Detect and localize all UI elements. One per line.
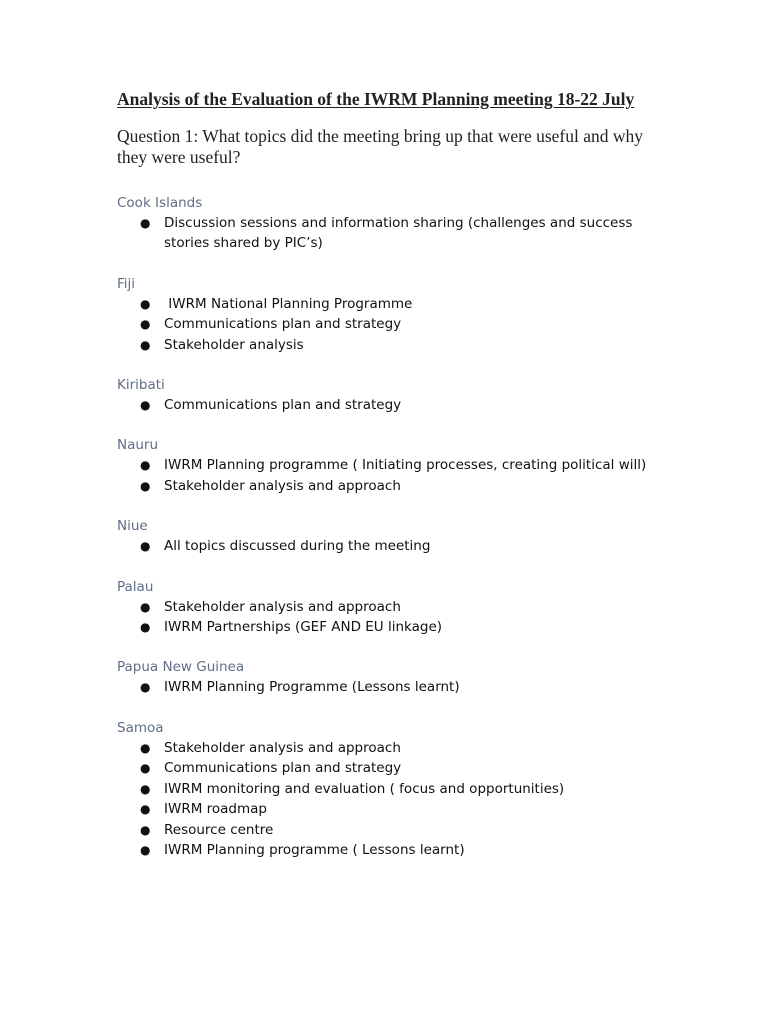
- list-item-text: Communications plan and strategy: [164, 316, 402, 333]
- bullet-icon: ●: [140, 599, 151, 614]
- bullet-icon: ●: [140, 842, 151, 857]
- bullet-icon: ●: [140, 539, 151, 554]
- list-item: [117, 335, 677, 355]
- bullet-icon: ●: [140, 337, 151, 352]
- bullet-icon: ●: [140, 680, 151, 695]
- bullet-icon: ●: [140, 761, 151, 776]
- country-section: [117, 657, 677, 697]
- topic-list: [117, 738, 677, 860]
- list-item-text: IWRM Partnerships (GEF AND EU linkage): [164, 619, 443, 636]
- topic-list: [117, 677, 677, 697]
- country-heading: Samoa: [117, 719, 164, 736]
- list-item: [117, 617, 677, 637]
- country-section: [117, 577, 677, 638]
- country-heading: Fiji: [117, 275, 136, 292]
- list-item: [117, 799, 677, 819]
- list-item: [117, 677, 677, 697]
- list-item-text: IWRM Planning programme ( Initiating processes, creating political will): [164, 457, 647, 474]
- bullet-icon: ●: [140, 398, 151, 413]
- bullet-icon: ●: [140, 317, 151, 332]
- list-item: [117, 314, 677, 334]
- topic-list: [117, 536, 677, 556]
- bullet-icon: ●: [140, 296, 151, 311]
- list-item-text: Discussion sessions and information sharing (challenges and success stories shared by PIC’s): [164, 215, 637, 252]
- list-item-text: Stakeholder analysis: [164, 336, 304, 353]
- list-item: [117, 455, 677, 475]
- country-heading: Papua New Guinea: [117, 659, 245, 676]
- list-item-text: Communications plan and strategy: [164, 397, 402, 414]
- list-item-text: Stakeholder analysis and approach: [164, 739, 401, 756]
- list-item: [117, 476, 677, 496]
- country-heading: Niue: [117, 518, 148, 535]
- country-section: [117, 274, 677, 355]
- list-item-text: IWRM Planning Programme (Lessons learnt): [164, 679, 460, 696]
- question-heading: Question 1: What topics did the meeting bring up that were useful and why they were useful?: [117, 126, 644, 167]
- list-item: [117, 779, 677, 799]
- country-section: [117, 193, 677, 254]
- country-section: [117, 375, 677, 415]
- topic-list: [117, 597, 677, 638]
- bullet-icon: ●: [140, 822, 151, 837]
- bullet-icon: ●: [140, 620, 151, 635]
- country-sections: [117, 193, 677, 860]
- bullet-icon: ●: [140, 740, 151, 755]
- list-item: [117, 738, 677, 758]
- list-item: [117, 213, 677, 254]
- list-item: [117, 820, 677, 840]
- bullet-icon: ●: [140, 216, 151, 230]
- country-section: [117, 435, 677, 496]
- list-item: [117, 758, 677, 778]
- country-section: [117, 516, 677, 556]
- country-heading: Kiribati: [117, 377, 165, 394]
- country-heading: Cook Islands: [117, 195, 203, 211]
- bullet-icon: ●: [140, 478, 151, 493]
- list-item-text: IWRM National Planning Programme: [164, 295, 413, 312]
- list-item: [117, 294, 677, 314]
- bullet-icon: ●: [140, 781, 151, 796]
- topic-list: [117, 294, 677, 355]
- list-item-text: Stakeholder analysis and approach: [164, 598, 401, 615]
- country-heading: Palau: [117, 578, 154, 595]
- list-item: [117, 395, 677, 415]
- list-item: [117, 840, 677, 860]
- list-item: [117, 597, 677, 617]
- list-item-text: Resource centre: [164, 821, 274, 838]
- country-heading: Nauru: [117, 437, 159, 454]
- topic-list: [117, 455, 677, 496]
- bullet-icon: ●: [140, 458, 151, 473]
- list-item: [117, 536, 677, 556]
- document-title: Analysis of the Evaluation of the IWRM Planning meeting 18-22 July: [117, 89, 635, 109]
- list-item-text: Stakeholder analysis and approach: [164, 477, 401, 494]
- list-item-text: IWRM roadmap: [164, 801, 267, 818]
- list-item-text: All topics discussed during the meeting: [164, 538, 431, 555]
- list-item-text: IWRM monitoring and evaluation ( focus and opportunities): [164, 780, 565, 797]
- list-item-text: Communications plan and strategy: [164, 760, 402, 777]
- country-section: [117, 718, 677, 860]
- bullet-icon: ●: [140, 802, 151, 817]
- topic-list: [117, 213, 677, 254]
- list-item-text: IWRM Planning programme ( Lessons learnt): [164, 841, 465, 858]
- document-page: [117, 88, 677, 860]
- topic-list: [117, 395, 677, 415]
